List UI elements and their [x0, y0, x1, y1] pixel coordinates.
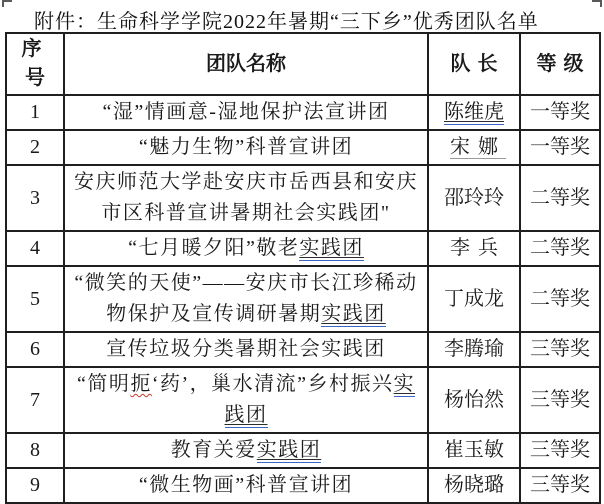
- cell-captain: [428, 165, 520, 231]
- team-name-text: “七月暖夕阳”敬老: [128, 237, 300, 259]
- column-header-award-label: 等级: [536, 52, 591, 75]
- team-name-text: “简明: [76, 373, 131, 395]
- cell-award: [520, 165, 600, 231]
- award-grade: 三等奖: [530, 338, 590, 360]
- captain-name: 崔玉敏: [444, 439, 504, 461]
- cell-no: 9: [6, 468, 64, 503]
- captain-name: 陈维虎: [444, 101, 504, 123]
- column-header-award: [520, 33, 600, 95]
- team-name-text: “微生物画”科普宣讲团: [138, 474, 354, 496]
- captain-name: 杨晓璐: [444, 474, 504, 496]
- cell-captain: [428, 95, 520, 130]
- team-name-spell-wavy: 扼: [130, 373, 152, 395]
- cell-award: [520, 433, 600, 468]
- page-corner-mark-right: [592, 0, 602, 7]
- team-name-text: 安庆师范大学赴安庆市岳西县和安庆市区科普宣讲暑期社会实践团": [74, 171, 418, 224]
- cell-no: 6: [6, 332, 64, 367]
- cell-team: [64, 468, 428, 503]
- cell-no: 7: [6, 367, 64, 433]
- column-header-captain-label: 队长: [450, 52, 505, 75]
- cell-award: [520, 231, 600, 266]
- cell-captain: [428, 367, 520, 433]
- captain-name: 李腾瑜: [444, 338, 504, 360]
- cell-team: [64, 95, 428, 130]
- column-header-team-label: 团队名称: [206, 52, 286, 75]
- column-header-team: [64, 33, 428, 95]
- award-grade: 三等奖: [530, 388, 590, 411]
- cell-team: [64, 165, 428, 231]
- award-grade: 二等奖: [530, 287, 590, 310]
- cell-team: [64, 266, 428, 332]
- award-grade: 三等奖: [530, 474, 590, 496]
- cell-no: 2: [6, 130, 64, 165]
- cell-award: [520, 468, 600, 503]
- team-name-link-underline: 实践团: [321, 303, 386, 325]
- cell-no: 3: [6, 165, 64, 231]
- cell-captain: [428, 266, 520, 332]
- team-name-text: ‘药’，巢水清流”乡村振兴: [151, 373, 394, 395]
- award-grade: 一等奖: [530, 136, 590, 158]
- cell-no: 1: [6, 95, 64, 130]
- team-name-link-underline: 实践团: [256, 439, 322, 461]
- cell-captain: [428, 332, 520, 367]
- team-name-text: “微笑的天使”——安庆市长江珍稀动物保护及宣传调研暑期: [74, 272, 418, 325]
- captain-name: 丁成龙: [444, 287, 504, 310]
- team-name-text: 教育关爱: [170, 439, 257, 461]
- cell-team: [64, 433, 428, 468]
- cell-team: [64, 130, 428, 165]
- team-name-text: “湿”情画意-湿地保护法宣讲团: [102, 101, 390, 123]
- column-header-no: [6, 33, 64, 95]
- captain-name: 邵玲玲: [444, 186, 504, 209]
- awards-table: [5, 32, 601, 504]
- table-row: [6, 130, 600, 165]
- team-name-text: 宣传垃圾分类暑期社会实践团: [106, 338, 386, 360]
- page-corner-mark-left: [2, 0, 12, 7]
- team-name-link-underline: 实践团: [224, 373, 416, 426]
- captain-name: 李兵: [450, 237, 506, 259]
- table-row: [6, 95, 600, 130]
- table-row: [6, 231, 600, 266]
- table-row: [6, 367, 600, 433]
- header-row: [6, 33, 600, 95]
- team-name-text: “魅力生物”科普宣讲团: [138, 136, 354, 158]
- cell-team: [64, 367, 428, 433]
- cell-award: [520, 130, 600, 165]
- table-row: [6, 332, 600, 367]
- document-title: 附件：生命科学学院2022年暑期“三下乡”优秀团队名单: [34, 11, 539, 33]
- table-row: [6, 468, 600, 503]
- table-row: [6, 165, 600, 231]
- cell-captain: [428, 468, 520, 503]
- award-grade: 二等奖: [530, 186, 590, 209]
- cell-no: 4: [6, 231, 64, 266]
- cell-award: [520, 332, 600, 367]
- award-grade: 一等奖: [530, 101, 590, 123]
- table-row: [6, 433, 600, 468]
- team-name-link-underline: 实践团: [299, 237, 364, 259]
- column-header-no-label: 序号: [21, 38, 52, 89]
- cell-award: [520, 367, 600, 433]
- captain-name: 杨怡然: [444, 388, 504, 411]
- cell-no: 5: [6, 266, 64, 332]
- table-body: [6, 95, 600, 503]
- cell-captain: [428, 130, 520, 165]
- column-header-captain: [428, 33, 520, 95]
- cell-team: [64, 231, 428, 266]
- cell-team: [64, 332, 428, 367]
- cell-captain: [428, 231, 520, 266]
- cell-captain: [428, 433, 520, 468]
- cell-no: 8: [6, 433, 64, 468]
- award-grade: 三等奖: [530, 439, 590, 461]
- cell-award: [520, 95, 600, 130]
- award-grade: 二等奖: [530, 237, 590, 259]
- captain-name: 宋娜: [450, 136, 506, 158]
- cell-award: [520, 266, 600, 332]
- table-row: [6, 266, 600, 332]
